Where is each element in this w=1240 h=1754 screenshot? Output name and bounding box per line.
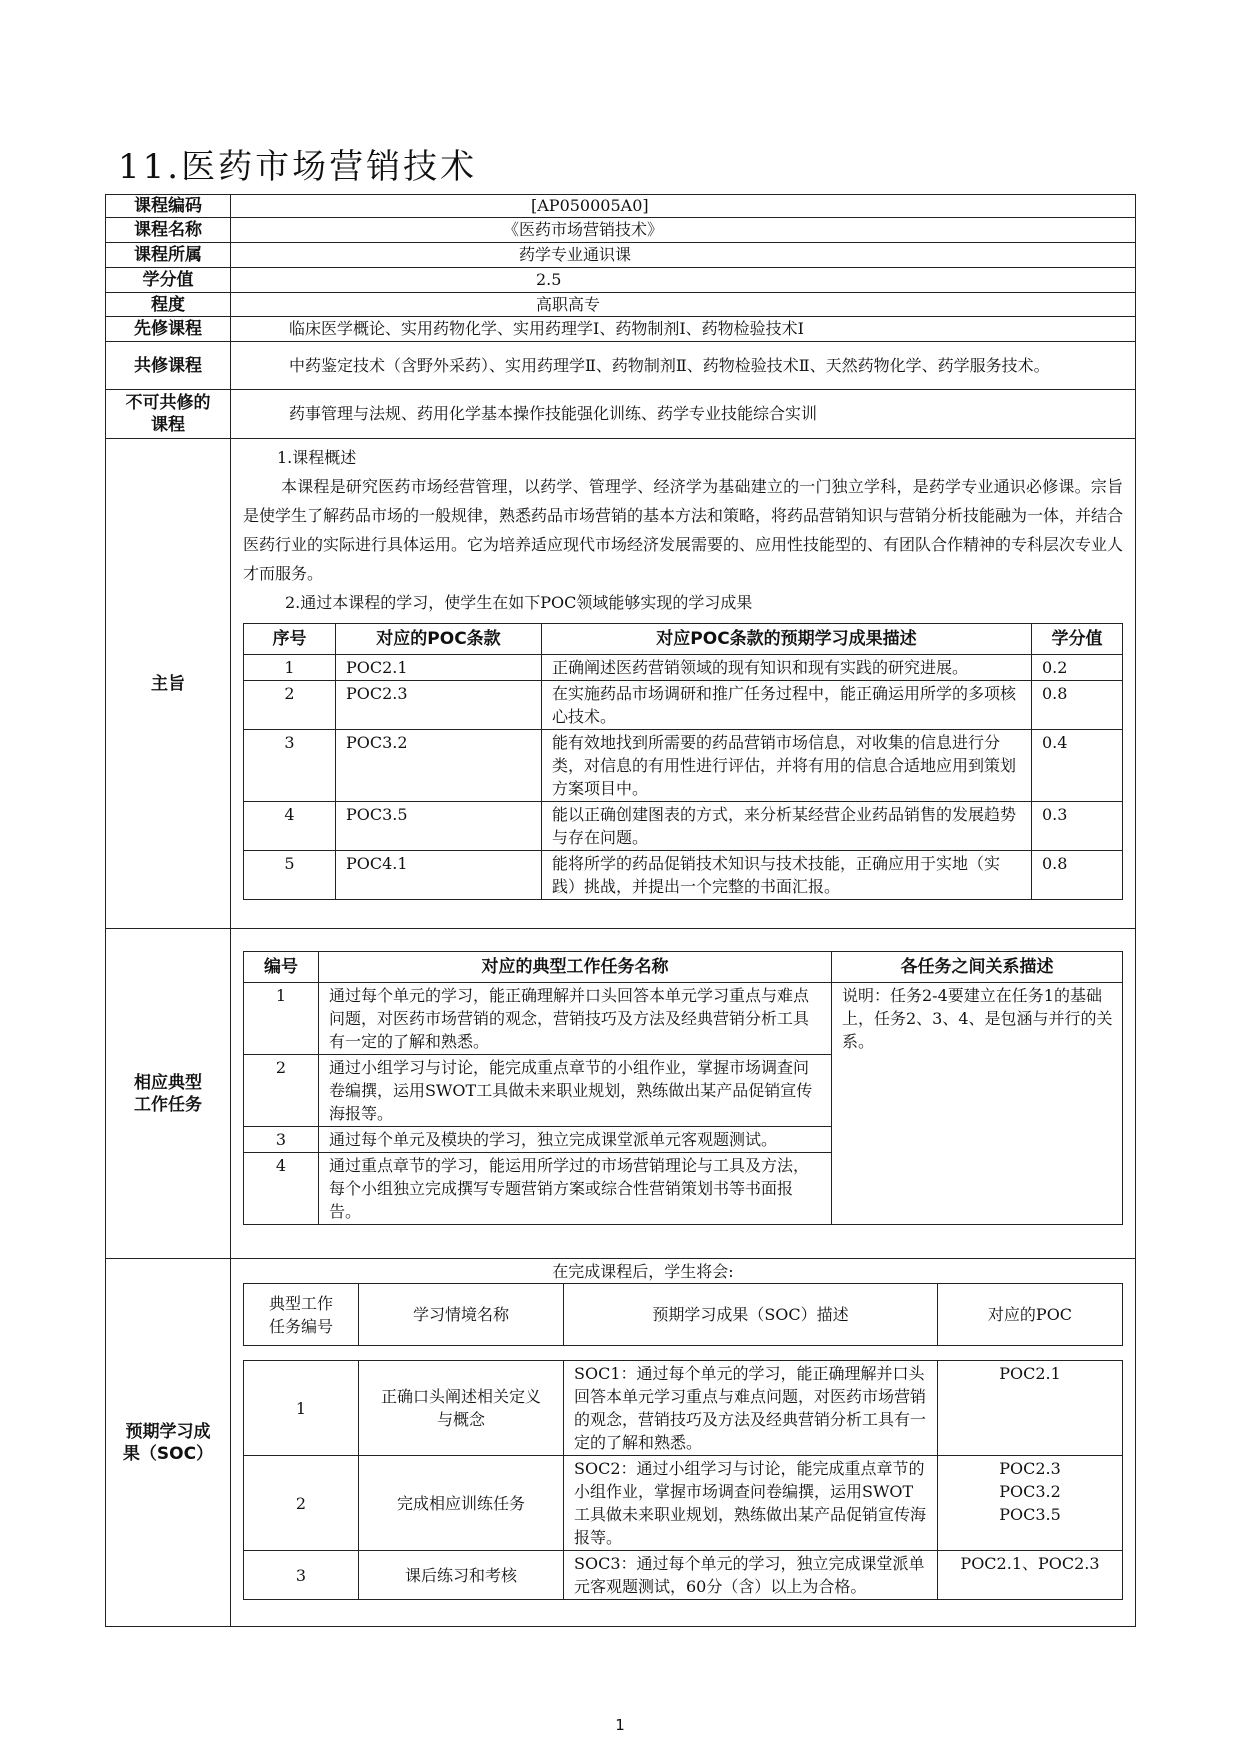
poc-desc: 能将所学的药品促销技术知识与技术技能，正确应用于实地（实践）挑战，并提出一个完整的书面汇报。 — [542, 851, 1032, 900]
task-header-row — [244, 952, 1123, 983]
noncoreq-label: 不可共修的课程 — [106, 390, 231, 439]
poc-desc: 在实施药品市场调研和推广任务过程中，能正确运用所学的多项核心技术。 — [542, 681, 1032, 730]
task-name: 通过小组学习与讨论，能完成重点章节的小组作业，掌握市场调查问卷编撰，运用SWOT工具做未来职业规划，熟练做出某产品促销宣传海报等。 — [319, 1055, 832, 1127]
coreq-value: 中药鉴定技术（含野外采药）、实用药理学Ⅱ、药物制剂Ⅱ、药物检验技术Ⅱ、天然药物化学、药学服务技术。 — [231, 342, 1136, 390]
task-table — [243, 951, 1123, 1225]
code-value: [AP050005A0] — [231, 195, 1136, 218]
belong-value: 药学专业通识课 — [231, 243, 1136, 268]
soc-header-table — [243, 1283, 1123, 1346]
prereq-label: 先修课程 — [106, 317, 231, 342]
credit-label: 学分值 — [106, 268, 231, 293]
level-value: 高职高专 — [231, 293, 1136, 317]
coreq-label: 共修课程 — [106, 342, 231, 390]
overview-heading: 1.课程概述 — [277, 448, 357, 467]
poc-code: POC3.5 — [336, 802, 542, 851]
page-number: 1 — [615, 1716, 625, 1734]
row-noncoreq — [106, 390, 1136, 439]
table-row — [244, 1551, 1123, 1600]
table-row — [244, 1456, 1123, 1551]
table-row — [244, 802, 1123, 851]
row-prereq — [106, 317, 1136, 342]
task-header-name: 对应的典型工作任务名称 — [319, 952, 832, 983]
soc-desc: SOC3：通过每个单元的学习，独立完成课堂派单元客观题测试，60分（含）以上为合格。 — [564, 1551, 938, 1600]
soc-no: 3 — [244, 1551, 359, 1600]
soc-poc-item: POC2.1 — [999, 1364, 1061, 1383]
poc-header-credit: 学分值 — [1032, 624, 1123, 655]
poc-desc: 能以正确创建图表的方式，来分析某经营企业药品销售的发展趋势与存在问题。 — [542, 802, 1032, 851]
task-relation: 说明：任务2-4要建立在任务1的基础上，任务2、3、4、是包涵与并行的关系。 — [832, 983, 1123, 1225]
poc-code: POC4.1 — [336, 851, 542, 900]
soc-header-desc: 预期学习成果（SOC）描述 — [564, 1284, 938, 1346]
task-name: 通过每个单元及模块的学习，独立完成课堂派单元客观题测试。 — [319, 1127, 832, 1153]
row-belong — [106, 243, 1136, 268]
soc-poc — [938, 1456, 1123, 1551]
table-row — [244, 730, 1123, 802]
soc-poc-item: POC2.1、POC2.3 — [960, 1554, 1100, 1573]
poc-no: 1 — [244, 655, 336, 681]
poc-no: 5 — [244, 851, 336, 900]
poc-code: POC2.1 — [336, 655, 542, 681]
poc-header-poc: 对应的POC条款 — [336, 624, 542, 655]
purpose-label: 主旨 — [106, 439, 231, 929]
row-tasks — [106, 929, 1136, 1259]
row-code — [106, 195, 1136, 218]
table-row — [244, 851, 1123, 900]
task-header-relation: 各任务之间关系描述 — [832, 952, 1123, 983]
page-title: 11.医药市场营销技术 — [118, 147, 478, 187]
soc-header-poc: 对应的POC — [938, 1284, 1123, 1346]
poc-desc: 正确阐述医药营销领域的现有知识和现有实践的研究进展。 — [542, 655, 1032, 681]
poc-credit: 0.2 — [1032, 655, 1123, 681]
credit-value: 2.5 — [231, 268, 1136, 293]
belong-label: 课程所属 — [106, 243, 231, 268]
soc-poc-item: POC3.5 — [999, 1505, 1061, 1524]
soc-header-scene: 学习情境名称 — [359, 1284, 564, 1346]
task-header-no: 编号 — [244, 952, 319, 983]
soc-table — [243, 1360, 1123, 1600]
row-soc — [106, 1259, 1136, 1627]
poc-header-desc: 对应POC条款的预期学习成果描述 — [542, 624, 1032, 655]
table-row — [244, 655, 1123, 681]
task-name: 通过重点章节的学习，能运用所学过的市场营销理论与工具及方法，每个小组独立完成撰写专题营销方案或综合性营销策划书等书面报告。 — [319, 1153, 832, 1225]
row-purpose — [106, 439, 1136, 929]
level-label: 程度 — [106, 293, 231, 317]
poc-header-no: 序号 — [244, 624, 336, 655]
table-row — [244, 681, 1123, 730]
poc-code: POC3.2 — [336, 730, 542, 802]
poc-desc: 能有效地找到所需要的药品营销市场信息，对收集的信息进行分类，对信息的有用性进行评估，并将有用的信息合适地应用到策划方案项目中。 — [542, 730, 1032, 802]
soc-intro: 在完成课程后，学生将会: — [552, 1262, 734, 1281]
outcome-heading: 2.通过本课程的学习，使学生在如下POC领域能够实现的学习成果 — [285, 593, 753, 612]
poc-credit: 0.3 — [1032, 802, 1123, 851]
soc-poc — [938, 1551, 1123, 1600]
soc-scene: 完成相应训练任务 — [359, 1456, 564, 1551]
soc-poc-item: POC2.3 — [999, 1459, 1061, 1478]
soc-desc: SOC2：通过小组学习与讨论，能完成重点章节的小组作业，掌握市场调查问卷编撰，运用SWOT工具做未来职业规划，熟练做出某产品促销宣传海报等。 — [564, 1456, 938, 1551]
soc-scene: 课后练习和考核 — [359, 1551, 564, 1600]
soc-scene: 正确口头阐述相关定义与概念 — [359, 1361, 564, 1456]
task-no: 1 — [244, 983, 319, 1055]
poc-credit: 0.8 — [1032, 681, 1123, 730]
overview-text: 本课程是研究医药市场经营管理，以药学、管理学、经济学为基础建立的一门独立学科，是药学专业通识必修课。宗旨是使学生了解药品市场的一般规律，熟悉药品市场营销的基本方法和策略，将药品营销知识与营销分析技能融为一体，并结合医药行业的实际进行具体运用。它为培养适应现代市场经济发展需要的、应用性技能型的、有团队合作精神的专科层次专业人才而服务。 — [243, 477, 1124, 583]
name-value: 《医药市场营销技术》 — [231, 218, 1136, 243]
soc-label: 预期学习成果（SOC） — [106, 1259, 231, 1627]
task-no: 3 — [244, 1127, 319, 1153]
table-row — [244, 1361, 1123, 1456]
poc-code: POC2.3 — [336, 681, 542, 730]
task-no: 2 — [244, 1055, 319, 1127]
soc-poc — [938, 1361, 1123, 1456]
soc-header-row — [244, 1284, 1123, 1346]
course-table — [105, 194, 1136, 1627]
row-level — [106, 293, 1136, 317]
poc-header-row — [244, 624, 1123, 655]
poc-credit: 0.8 — [1032, 851, 1123, 900]
soc-poc-item: POC3.2 — [999, 1482, 1061, 1501]
poc-credit: 0.4 — [1032, 730, 1123, 802]
task-no: 4 — [244, 1153, 319, 1225]
soc-no: 2 — [244, 1456, 359, 1551]
tasks-label: 相应典型工作任务 — [106, 929, 231, 1259]
table-row — [244, 983, 1123, 1055]
soc-header-no: 典型工作任务编号 — [244, 1284, 359, 1346]
poc-no: 3 — [244, 730, 336, 802]
name-label: 课程名称 — [106, 218, 231, 243]
noncoreq-value: 药事管理与法规、药用化学基本操作技能强化训练、药学专业技能综合实训 — [231, 390, 1136, 439]
row-name — [106, 218, 1136, 243]
prereq-value: 临床医学概论、实用药物化学、实用药理学Ⅰ、药物制剂Ⅰ、药物检验技术Ⅰ — [231, 317, 1136, 342]
task-name: 通过每个单元的学习，能正确理解并口头回答本单元学习重点与难点问题，对医药市场营销的观念，营销技巧及方法及经典营销分析工具有一定的了解和熟悉。 — [319, 983, 832, 1055]
code-label: 课程编码 — [106, 195, 231, 218]
poc-no: 2 — [244, 681, 336, 730]
soc-desc: SOC1：通过每个单元的学习，能正确理解并口头回答本单元学习重点与难点问题，对医药市场营销的观念，营销技巧及方法及经典营销分析工具有一定的了解和熟悉。 — [564, 1361, 938, 1456]
poc-table — [243, 623, 1123, 900]
row-coreq — [106, 342, 1136, 390]
soc-no: 1 — [244, 1361, 359, 1456]
row-credit — [106, 268, 1136, 293]
poc-no: 4 — [244, 802, 336, 851]
